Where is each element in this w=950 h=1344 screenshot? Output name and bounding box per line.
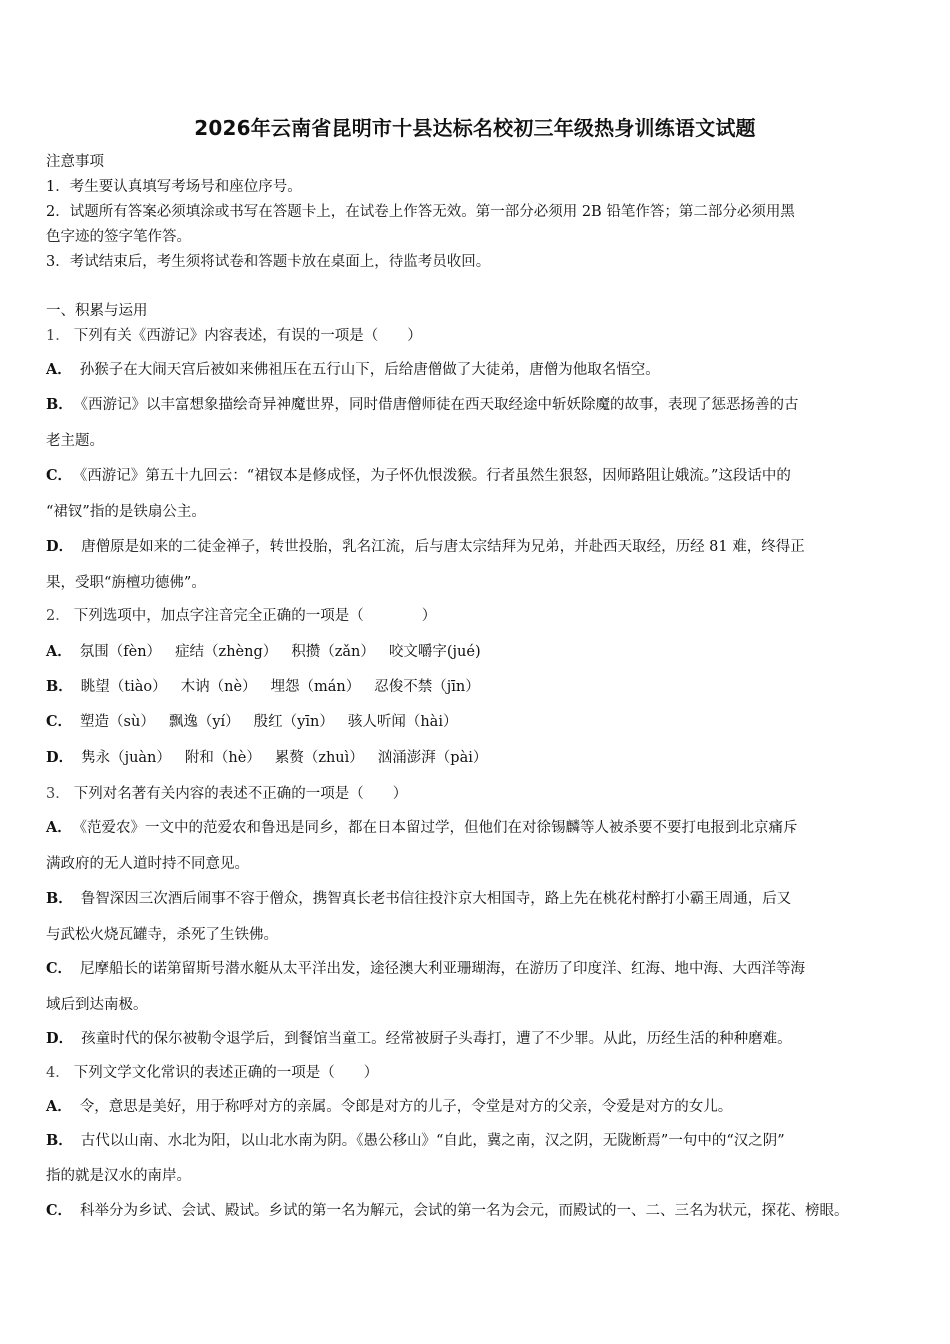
q1-option-c-cont: “裙钗”指的是铁扇公主。 [46,504,206,520]
q4-option-b-cont: 指的就是汉水的南岸。 [46,1168,191,1184]
question-number: 4． [46,1065,70,1081]
option-text: 令，意思是美好，用于称呼对方的亲属。令郎是对方的儿子，令堂是对方的父亲，令爱是对方的女儿。 [79,1099,733,1115]
q3-option-c-cont: 域后到达南极。 [46,997,148,1013]
q2-option-b [46,677,480,697]
option-text: 累赘（zhuì） [274,750,364,766]
page-title: 2026年云南省昆明市十县达标名校初三年级热身训练语文试题 [194,116,756,140]
question-2 [46,606,436,626]
option-label: C． [46,467,73,484]
q1-option-b [46,395,799,415]
option-text: 咬文嚼字(jué) [388,644,481,660]
q1-option-d-cont: 果，受职“旃檀功德佛”。 [46,575,206,591]
option-text: 科举分为乡试、会试、殿试。乡试的第一名为解元，会试的第一名为会元，而殿试的一、二、三名为状元，探花、榜眼。 [80,1203,849,1219]
question-number: 3． [46,786,70,802]
q3-option-d [46,1029,792,1049]
question-3 [46,784,407,804]
option-text: 骇人听闻（hài） [347,714,458,730]
q2-option-c [46,712,457,732]
option-text: 埋怨（mán） [270,679,361,695]
option-text: 隽永（juàn） [81,750,171,766]
option-text: 忍俊不禁（jīn） [374,679,480,695]
option-text: 《西游记》第五十九回云：“裙钗本是修成怪，为子怀仇恨泼猴。行者虽然生狠怒，因师路阻让娥流。”这段话中的 [80,468,791,484]
option-label: A． [46,361,72,378]
option-label: B． [46,1132,73,1149]
option-text: 积攒（zǎn） [291,644,375,660]
option-label: C． [46,713,73,730]
option-text: 飘逸（yí） [168,714,240,730]
question-stem: 下列有关《西游记》内容表述，有误的一项是（ ） [73,328,422,344]
q1-option-d [46,537,805,557]
q3-option-b [46,889,791,909]
question-number: 2． [46,608,70,624]
section-heading: 一、积累与运用 [46,303,148,319]
notice-item-2-cont: 色字迹的签字笔作答。 [46,229,191,245]
option-text: 症结（zhèng） [175,644,278,660]
notice-item-3: 3．考试结束后，考生须将试卷和答题卡放在桌面上，待监考员收回。 [46,254,491,270]
notice-heading: 注意事项 [46,154,104,170]
q4-option-b [46,1131,785,1151]
option-text: 孩童时代的保尔被勒令退学后，到餐馆当童工。经常被厨子头毒打，遭了不少罪。从此，历经生活的种种磨难。 [81,1031,792,1047]
option-text: 鲁智深因三次酒后闹事不容于僧众，携智真长老书信往投汴京大相国寺，路上先在桃花村醉打小霸王周通，后又 [80,891,792,907]
option-text: 尼摩船长的诺第留斯号潜水艇从太平洋出发，途径澳大利亚珊瑚海，在游历了印度洋、红海、地中海、大西洋等海 [80,961,806,977]
option-text: 氛围（fèn） [79,644,162,660]
option-label: A． [46,1098,72,1115]
option-label: B． [46,396,73,413]
option-text: 附和（hè） [184,750,261,766]
q1-option-b-cont: 老主题。 [46,433,104,449]
question-stem: 下列文学文化常识的表述正确的一项是（ ） [73,1065,379,1081]
q3-option-b-cont: 与武松火烧瓦罐寺，杀死了生铁佛。 [46,927,278,943]
question-number: 1． [46,328,70,344]
option-text: 《范爱农》一文中的范爱农和鲁迅是同乡，都在日本留过学，但他们在对徐锡麟等人被杀要不要打电报到北京痛斥 [79,820,798,836]
option-label: C． [46,1202,73,1219]
q3-option-a-cont: 满政府的无人道时持不同意见。 [46,856,249,872]
option-label: D． [46,1030,74,1047]
option-label: D． [46,749,74,766]
question-stem: 下列选项中，加点字注音完全正确的一项是（ ） [73,608,437,624]
notice-item-2: 2．试题所有答案必须填涂或书写在答题卡上，在试卷上作答无效。第一部分必须用 2B 铅笔作答；第二部分必须用黑 [46,204,795,220]
option-label: B． [46,890,73,907]
question-stem: 下列对名著有关内容的表述不正确的一项是（ ） [73,786,408,802]
question-4 [46,1063,378,1083]
option-text: 塑造（sù） [80,714,155,730]
option-label: A． [46,643,72,660]
q3-option-c [46,959,805,979]
q4-option-a [46,1097,732,1117]
option-text: 汹涌澎湃（pài） [377,750,488,766]
question-1 [46,326,422,346]
option-label: A． [46,819,72,836]
q1-option-c [46,466,791,486]
option-text: 《西游记》以丰富想象描绘奇异神魔世界，同时借唐僧师徒在西天取经途中斩妖除魔的故事，表现了惩恶扬善的古 [80,397,799,413]
option-text: 古代以山南、水北为阳，以山北水南为阴。《愚公移山》“自此，冀之南，汉之阴，无陇断焉”一句中的“汉之阴” [80,1133,785,1149]
option-text: 唐僧原是如来的二徒金禅子，转世投胎，乳名江流，后与唐太宗结拜为兄弟，并赴西天取经，历经 81 难，终得正 [81,539,805,555]
option-text: 木讷（nè） [180,679,257,695]
q2-option-a [46,642,481,662]
q3-option-a [46,818,798,838]
q4-option-c [46,1201,849,1221]
option-label: B． [46,678,73,695]
option-text: 眺望（tiào） [80,679,167,695]
q2-option-d [46,748,487,768]
notice-item-1: 1．考生要认真填写考场号和座位序号。 [46,179,302,195]
q1-option-a [46,360,660,380]
option-label: D． [46,538,74,555]
option-text: 孙猴子在大闹天宫后被如来佛祖压在五行山下，后给唐僧做了大徒弟，唐僧为他取名悟空。 [79,362,660,378]
option-label: C． [46,960,73,977]
option-text: 殷红（yīn） [253,714,334,730]
